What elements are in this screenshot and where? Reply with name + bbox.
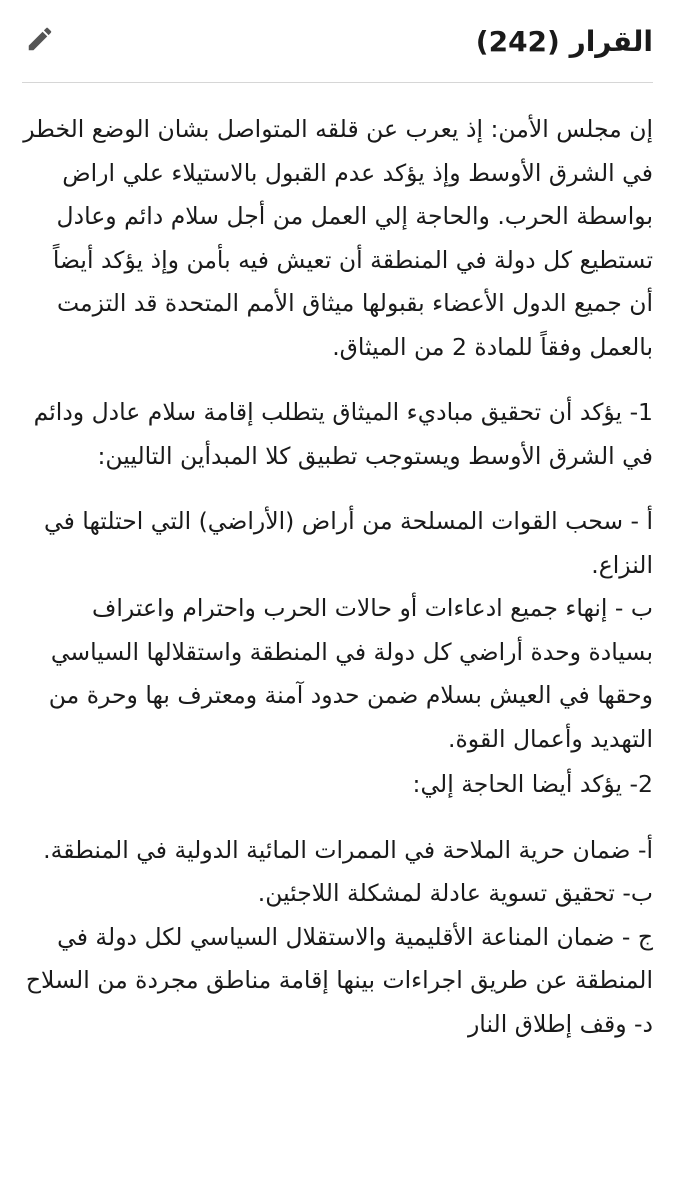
pencil-icon	[25, 24, 55, 58]
clause-2-item-b: ب- تحقيق تسوية عادلة لمشكلة اللاجئين.	[257, 879, 653, 907]
clause-1-item-a: أ - سحب القوات المسلحة من أراض (الأراضي) التي احتلتها في النزاع.	[44, 507, 653, 579]
clause-1-item-b: ب - إنهاء جميع ادعاءات أو حالات الحرب واحترام واعتراف بسيادة وحدة أراضي كل دولة في المنطقة واستقلالها السياسي وحقها في العيش بسلام ضمن حدود آمنة ومعترف بها وحرة من التهديد وأعمال القوة.	[48, 594, 653, 753]
page-title: القرار (242)	[475, 24, 653, 58]
header	[22, 0, 653, 83]
clause-1: 1- يؤكد أن تحقيق مباديء الميثاق يتطلب إقامة سلام عادل ودائم في الشرق الأوسط ويستوجب تطبيق كلا المبدأين التاليين:	[33, 398, 653, 470]
article-body	[22, 108, 653, 1046]
clause-2: 2- يؤكد أيضا الحاجة إلي:	[412, 770, 653, 798]
edit-button[interactable]	[22, 23, 58, 59]
clause-2-item-d: د- وقف إطلاق النار	[467, 1009, 653, 1038]
clause-2-item-c: ج - ضمان المناعة الأقليمية والاستقلال السياسي لكل دولة في المنطقة عن طريق اجراءات بينها إقامة مناطق مجردة من السلاح	[25, 922, 653, 994]
clause-2-item-a: أ- ضمان حرية الملاحة في الممرات المائية الدولية في المنطقة.	[43, 835, 653, 864]
intro-paragraph: إن مجلس الأمن: إذ يعرب عن قلقه المتواصل بشان الوضع الخطر في الشرق الأوسط وإذ يؤكد عدم القبول بالاستيلاء علي اراض بواسطة الحرب. والحاجة إلي العمل من أجل سلام دائم وعادل تستطيع كل دولة في المنطقة أن تعيش فيه بأمن وإذ يؤكد أيضاً أن جميع الدول الأعضاء بقبولها ميثاق الأمم المتحدة قد التزمت بالعمل وفقاً للمادة 2 من الميثاق.	[23, 115, 653, 361]
